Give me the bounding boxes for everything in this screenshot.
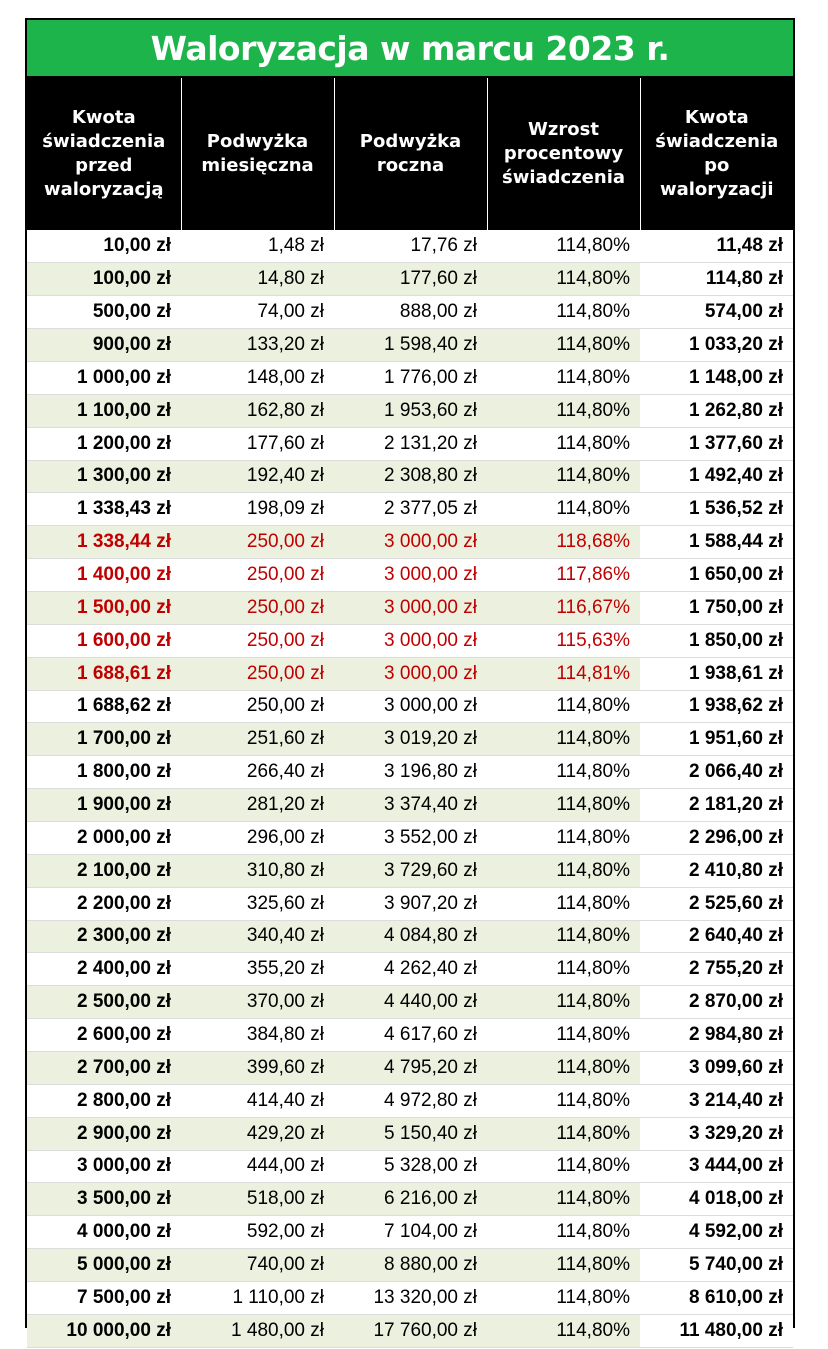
cell-percent-increase: 114,80% [487,854,640,887]
cell-yearly-raise: 3 196,80 zł [334,756,487,789]
cell-monthly-raise: 310,80 zł [181,854,334,887]
table-row [27,624,793,657]
valorization-table-sheet [25,18,795,1341]
cell-amount-after: 1 536,52 zł [640,493,793,526]
cell-yearly-raise: 3 907,20 zł [334,887,487,920]
cell-percent-increase: 114,80% [487,1183,640,1216]
cell-amount-after: 11,48 zł [640,230,793,263]
table-row [27,1314,793,1347]
cell-percent-increase: 114,80% [487,789,640,822]
cell-yearly-raise: 3 000,00 zł [334,591,487,624]
cell-yearly-raise: 3 019,20 zł [334,723,487,756]
cell-monthly-raise: 198,09 zł [181,493,334,526]
table-row [27,591,793,624]
cell-amount-before: 2 200,00 zł [27,887,181,920]
cell-monthly-raise: 250,00 zł [181,624,334,657]
cell-yearly-raise: 4 795,20 zł [334,1051,487,1084]
cell-yearly-raise: 888,00 zł [334,296,487,329]
cell-amount-after: 8 610,00 zł [640,1282,793,1315]
cell-amount-before: 1 300,00 zł [27,460,181,493]
cell-percent-increase: 114,80% [487,394,640,427]
cell-amount-after: 574,00 zł [640,296,793,329]
cell-monthly-raise: 518,00 zł [181,1183,334,1216]
cell-amount-before: 1 900,00 zł [27,789,181,822]
table-row [27,756,793,789]
cell-monthly-raise: 325,60 zł [181,887,334,920]
cell-amount-before: 3 500,00 zł [27,1183,181,1216]
cell-amount-after: 3 444,00 zł [640,1150,793,1183]
cell-yearly-raise: 17,76 zł [334,230,487,263]
cell-yearly-raise: 177,60 zł [334,263,487,296]
cell-percent-increase: 114,80% [487,230,640,263]
cell-amount-before: 2 800,00 zł [27,1084,181,1117]
cell-amount-after: 3 329,20 zł [640,1117,793,1150]
cell-percent-increase: 117,86% [487,559,640,592]
cell-yearly-raise: 4 617,60 zł [334,1019,487,1052]
cell-yearly-raise: 3 000,00 zł [334,624,487,657]
header-row [27,78,793,230]
cell-amount-before: 2 100,00 zł [27,854,181,887]
cell-amount-after: 2 984,80 zł [640,1019,793,1052]
cell-amount-after: 1 850,00 zł [640,624,793,657]
cell-yearly-raise: 3 729,60 zł [334,854,487,887]
table-row [27,1150,793,1183]
cell-yearly-raise: 5 328,00 zł [334,1150,487,1183]
cell-amount-before: 1 100,00 zł [27,394,181,427]
header-amount-before: Kwota świadczenia przed waloryzacją [27,78,181,230]
cell-amount-after: 2 640,40 zł [640,920,793,953]
table-row [27,361,793,394]
cell-amount-before: 1 500,00 zł [27,591,181,624]
cell-amount-before: 10 000,00 zł [27,1314,181,1347]
table-body [27,230,793,1347]
cell-percent-increase: 114,80% [487,1150,640,1183]
cell-amount-before: 1 000,00 zł [27,361,181,394]
cell-amount-after: 1 650,00 zł [640,559,793,592]
cell-monthly-raise: 429,20 zł [181,1117,334,1150]
cell-monthly-raise: 444,00 zł [181,1150,334,1183]
table-row [27,1019,793,1052]
table-row [27,854,793,887]
table-row [27,887,793,920]
cell-amount-before: 1 400,00 zł [27,559,181,592]
table-row [27,230,793,263]
cell-percent-increase: 114,80% [487,986,640,1019]
cell-monthly-raise: 192,40 zł [181,460,334,493]
cell-amount-after: 1 377,60 zł [640,427,793,460]
cell-monthly-raise: 266,40 zł [181,756,334,789]
cell-amount-after: 1 492,40 zł [640,460,793,493]
cell-yearly-raise: 4 262,40 zł [334,953,487,986]
cell-percent-increase: 114,80% [487,690,640,723]
cell-amount-after: 1 588,44 zł [640,526,793,559]
cell-yearly-raise: 5 150,40 zł [334,1117,487,1150]
cell-monthly-raise: 1 110,00 zł [181,1282,334,1315]
cell-amount-before: 7 500,00 zł [27,1282,181,1315]
table-row [27,1084,793,1117]
cell-yearly-raise: 4 440,00 zł [334,986,487,1019]
cell-monthly-raise: 74,00 zł [181,296,334,329]
table-row [27,920,793,953]
cell-percent-increase: 114,80% [487,460,640,493]
header-yearly-raise: Podwyżka roczna [334,78,487,230]
table-row [27,493,793,526]
table-row [27,1051,793,1084]
cell-monthly-raise: 370,00 zł [181,986,334,1019]
cell-amount-after: 3 099,60 zł [640,1051,793,1084]
cell-yearly-raise: 2 308,80 zł [334,460,487,493]
cell-monthly-raise: 250,00 zł [181,559,334,592]
cell-amount-after: 5 740,00 zł [640,1249,793,1282]
cell-monthly-raise: 340,40 zł [181,920,334,953]
cell-amount-before: 500,00 zł [27,296,181,329]
table-row [27,526,793,559]
table-row [27,986,793,1019]
cell-percent-increase: 116,67% [487,591,640,624]
cell-amount-after: 2 296,00 zł [640,821,793,854]
cell-amount-after: 1 750,00 zł [640,591,793,624]
table-row [27,263,793,296]
cell-yearly-raise: 1 598,40 zł [334,329,487,362]
cell-amount-after: 4 018,00 zł [640,1183,793,1216]
cell-amount-before: 10,00 zł [27,230,181,263]
cell-monthly-raise: 251,60 zł [181,723,334,756]
cell-yearly-raise: 1 776,00 zł [334,361,487,394]
table-row [27,559,793,592]
table-row [27,1249,793,1282]
cell-percent-increase: 114,80% [487,953,640,986]
cell-amount-before: 100,00 zł [27,263,181,296]
table-row [27,427,793,460]
cell-percent-increase: 114,80% [487,756,640,789]
cell-percent-increase: 114,80% [487,1314,640,1347]
cell-amount-before: 2 500,00 zł [27,986,181,1019]
cell-monthly-raise: 355,20 zł [181,953,334,986]
cell-percent-increase: 114,80% [487,1084,640,1117]
cell-percent-increase: 114,80% [487,1117,640,1150]
table-row [27,657,793,690]
cell-yearly-raise: 7 104,00 zł [334,1216,487,1249]
cell-monthly-raise: 281,20 zł [181,789,334,822]
table-row [27,1282,793,1315]
cell-yearly-raise: 3 374,40 zł [334,789,487,822]
cell-monthly-raise: 14,80 zł [181,263,334,296]
cell-yearly-raise: 8 880,00 zł [334,1249,487,1282]
cell-percent-increase: 114,80% [487,723,640,756]
cell-monthly-raise: 250,00 zł [181,591,334,624]
cell-amount-after: 2 870,00 zł [640,986,793,1019]
cell-amount-before: 2 700,00 zł [27,1051,181,1084]
header-amount-after: Kwota świadczenia po waloryzacji [640,78,793,230]
cell-amount-after: 4 592,00 zł [640,1216,793,1249]
cell-monthly-raise: 1 480,00 zł [181,1314,334,1347]
cell-amount-after: 2 181,20 zł [640,789,793,822]
cell-monthly-raise: 740,00 zł [181,1249,334,1282]
table-row [27,1117,793,1150]
cell-amount-before: 4 000,00 zł [27,1216,181,1249]
valorization-table [27,78,793,1348]
cell-amount-before: 1 338,44 zł [27,526,181,559]
cell-percent-increase: 114,80% [487,329,640,362]
cell-amount-before: 1 688,61 zł [27,657,181,690]
cell-amount-after: 114,80 zł [640,263,793,296]
cell-yearly-raise: 2 131,20 zł [334,427,487,460]
cell-monthly-raise: 177,60 zł [181,427,334,460]
cell-percent-increase: 114,80% [487,1249,640,1282]
cell-percent-increase: 114,80% [487,361,640,394]
cell-amount-after: 1 033,20 zł [640,329,793,362]
table-row [27,394,793,427]
cell-yearly-raise: 3 000,00 zł [334,526,487,559]
cell-monthly-raise: 384,80 zł [181,1019,334,1052]
table-row [27,821,793,854]
cell-percent-increase: 114,80% [487,296,640,329]
cell-amount-after: 3 214,40 zł [640,1084,793,1117]
cell-amount-after: 2 525,60 zł [640,887,793,920]
cell-amount-before: 2 600,00 zł [27,1019,181,1052]
cell-amount-after: 1 938,61 zł [640,657,793,690]
cell-monthly-raise: 250,00 zł [181,526,334,559]
cell-amount-before: 1 600,00 zł [27,624,181,657]
table-row [27,1216,793,1249]
table-row [27,329,793,362]
cell-amount-before: 1 800,00 zł [27,756,181,789]
cell-amount-after: 1 148,00 zł [640,361,793,394]
table-row [27,460,793,493]
cell-yearly-raise: 3 000,00 zł [334,559,487,592]
table-row [27,1183,793,1216]
cell-yearly-raise: 17 760,00 zł [334,1314,487,1347]
cell-amount-after: 1 938,62 zł [640,690,793,723]
cell-amount-before: 2 300,00 zł [27,920,181,953]
cell-yearly-raise: 1 953,60 zł [334,394,487,427]
cell-yearly-raise: 4 084,80 zł [334,920,487,953]
cell-monthly-raise: 414,40 zł [181,1084,334,1117]
cell-amount-after: 2 755,20 zł [640,953,793,986]
cell-amount-after: 11 480,00 zł [640,1314,793,1347]
cell-monthly-raise: 592,00 zł [181,1216,334,1249]
cell-percent-increase: 114,80% [487,887,640,920]
cell-amount-after: 2 066,40 zł [640,756,793,789]
cell-monthly-raise: 162,80 zł [181,394,334,427]
table-row [27,723,793,756]
cell-monthly-raise: 296,00 zł [181,821,334,854]
cell-amount-before: 2 400,00 zł [27,953,181,986]
cell-yearly-raise: 2 377,05 zł [334,493,487,526]
cell-percent-increase: 114,81% [487,657,640,690]
cell-monthly-raise: 133,20 zł [181,329,334,362]
cell-yearly-raise: 3 552,00 zł [334,821,487,854]
cell-monthly-raise: 148,00 zł [181,361,334,394]
table-row [27,690,793,723]
cell-percent-increase: 114,80% [487,821,640,854]
cell-percent-increase: 114,80% [487,1051,640,1084]
cell-amount-before: 1 338,43 zł [27,493,181,526]
cell-monthly-raise: 1,48 zł [181,230,334,263]
header-percent-increase: Wzrost procentowy świadczenia [487,78,640,230]
cell-percent-increase: 114,80% [487,1019,640,1052]
table-row [27,789,793,822]
table-row [27,953,793,986]
cell-yearly-raise: 13 320,00 zł [334,1282,487,1315]
cell-amount-before: 1 700,00 zł [27,723,181,756]
cell-monthly-raise: 399,60 zł [181,1051,334,1084]
cell-percent-increase: 114,80% [487,1282,640,1315]
table-title: Waloryzacja w marcu 2023 r. [27,20,793,78]
cell-amount-after: 1 951,60 zł [640,723,793,756]
cell-monthly-raise: 250,00 zł [181,657,334,690]
cell-percent-increase: 114,80% [487,493,640,526]
cell-amount-after: 2 410,80 zł [640,854,793,887]
cell-percent-increase: 118,68% [487,526,640,559]
header-monthly-raise: Podwyżka miesięczna [181,78,334,230]
cell-monthly-raise: 250,00 zł [181,690,334,723]
table-row [27,296,793,329]
cell-percent-increase: 114,80% [487,1216,640,1249]
cell-yearly-raise: 3 000,00 zł [334,690,487,723]
cell-percent-increase: 115,63% [487,624,640,657]
cell-amount-before: 1 200,00 zł [27,427,181,460]
cell-amount-before: 3 000,00 zł [27,1150,181,1183]
cell-percent-increase: 114,80% [487,263,640,296]
cell-amount-before: 5 000,00 zł [27,1249,181,1282]
cell-amount-before: 2 900,00 zł [27,1117,181,1150]
cell-yearly-raise: 6 216,00 zł [334,1183,487,1216]
cell-yearly-raise: 4 972,80 zł [334,1084,487,1117]
cell-yearly-raise: 3 000,00 zł [334,657,487,690]
cell-amount-before: 1 688,62 zł [27,690,181,723]
cell-amount-before: 2 000,00 zł [27,821,181,854]
cell-amount-after: 1 262,80 zł [640,394,793,427]
cell-percent-increase: 114,80% [487,427,640,460]
cell-amount-before: 900,00 zł [27,329,181,362]
cell-percent-increase: 114,80% [487,920,640,953]
